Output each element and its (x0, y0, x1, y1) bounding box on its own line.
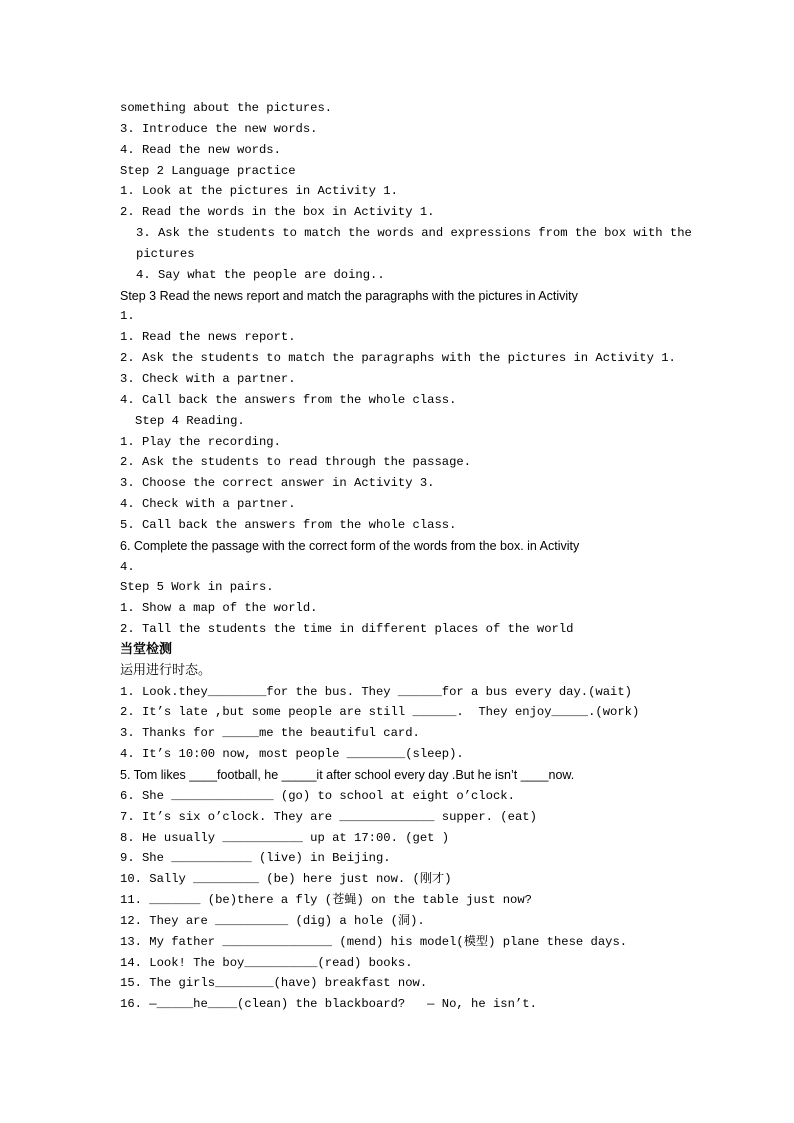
exercise-item: 12. They are __________ (dig) a hole (洞). (120, 913, 425, 928)
lesson-line: 1. Play the recording. (120, 434, 281, 449)
lesson-line: 2. Ask the students to match the paragraphs with the pictures in Activity 1. (120, 351, 676, 366)
exercise-item: 10. Sally _________ (be) here just now. (刚才) (120, 872, 452, 887)
step-heading: Step 4 Reading. (135, 413, 245, 428)
lesson-line: 4. Say what the people are doing.. (136, 267, 385, 282)
lesson-line: 1. (120, 309, 135, 324)
lesson-line: 6. Complete the passage with the correct form of the words from the box. in Activity (120, 538, 580, 553)
lesson-line: 3. Check with a partner. (120, 371, 296, 386)
lesson-line: 4. Call back the answers from the whole class. (120, 392, 457, 407)
lesson-line: 3. Ask the students to match the words and expressions from the box with the (136, 226, 692, 241)
lesson-line: 4. Read the new words. (120, 142, 281, 157)
exercise-item: 8. He usually ___________ up at 17:00. (get ) (120, 830, 450, 845)
exercise-item: 6. She ______________ (go) to school at eight o’clock. (120, 788, 515, 803)
exercise-item: 14. Look! The boy__________(read) books. (120, 955, 413, 970)
exercise-instruction: 运用进行时态。 (120, 662, 212, 678)
exercise-item: 16. —_____he____(clean) the blackboard? — No, he isn’t. (120, 997, 537, 1012)
exercise-item: 4. It’s 10:00 now, most people ________(sleep). (120, 747, 464, 762)
lesson-line: 1. Look at the pictures in Activity 1. (120, 184, 398, 199)
document-page (120, 98, 692, 1015)
section-title: 当堂检测 (120, 641, 173, 657)
exercise-item: 11. _______ (be)there a fly (苍蝇) on the table just now? (120, 893, 533, 908)
exercise-item: 9. She ___________ (live) in Beijing. (120, 851, 391, 866)
exercise-item: 2. It’s late ,but some people are still ______. They enjoy_____.(work) (120, 705, 640, 720)
lesson-line: 1. Read the news report. (120, 330, 296, 345)
lesson-line: 3. Choose the correct answer in Activity 3. (120, 476, 435, 491)
lesson-line: 5. Call back the answers from the whole class. (120, 517, 457, 532)
lesson-line: 3. Introduce the new words. (120, 121, 318, 136)
lesson-line: 2. Tall the students the time in different places of the world (120, 622, 574, 637)
lesson-line: 2. Read the words in the box in Activity 1. (120, 205, 435, 220)
lesson-line: something about the pictures. (120, 101, 333, 115)
step-heading: Step 2 Language practice (120, 163, 296, 178)
exercise-item: 3. Thanks for _____me the beautiful card. (120, 726, 420, 741)
step-heading: Step 5 Work in pairs. (120, 580, 274, 595)
lesson-line: 4. (120, 559, 135, 574)
exercise-item: 7. It’s six o’clock. They are _____________ supper. (eat) (120, 809, 537, 824)
lesson-line: 4. Check with a partner. (120, 497, 296, 512)
lesson-line: pictures (136, 246, 195, 261)
exercise-item: 13. My father _______________ (mend) his model(模型) plane these days. (120, 934, 628, 949)
lesson-line: 1. Show a map of the world. (120, 601, 318, 616)
lesson-line: 2. Ask the students to read through the passage. (120, 455, 472, 470)
exercise-item: 1. Look.they________for the bus. They ______for a bus every day.(wait) (120, 684, 632, 699)
exercise-item: 15. The girls________(have) breakfast now. (120, 976, 428, 991)
exercise-item: 5. Tom likes ____football, he _____it after school every day .But he isn’t ____now. (120, 768, 575, 782)
step-heading: Step 3 Read the news report and match the paragraphs with the pictures in Activity (120, 288, 578, 303)
